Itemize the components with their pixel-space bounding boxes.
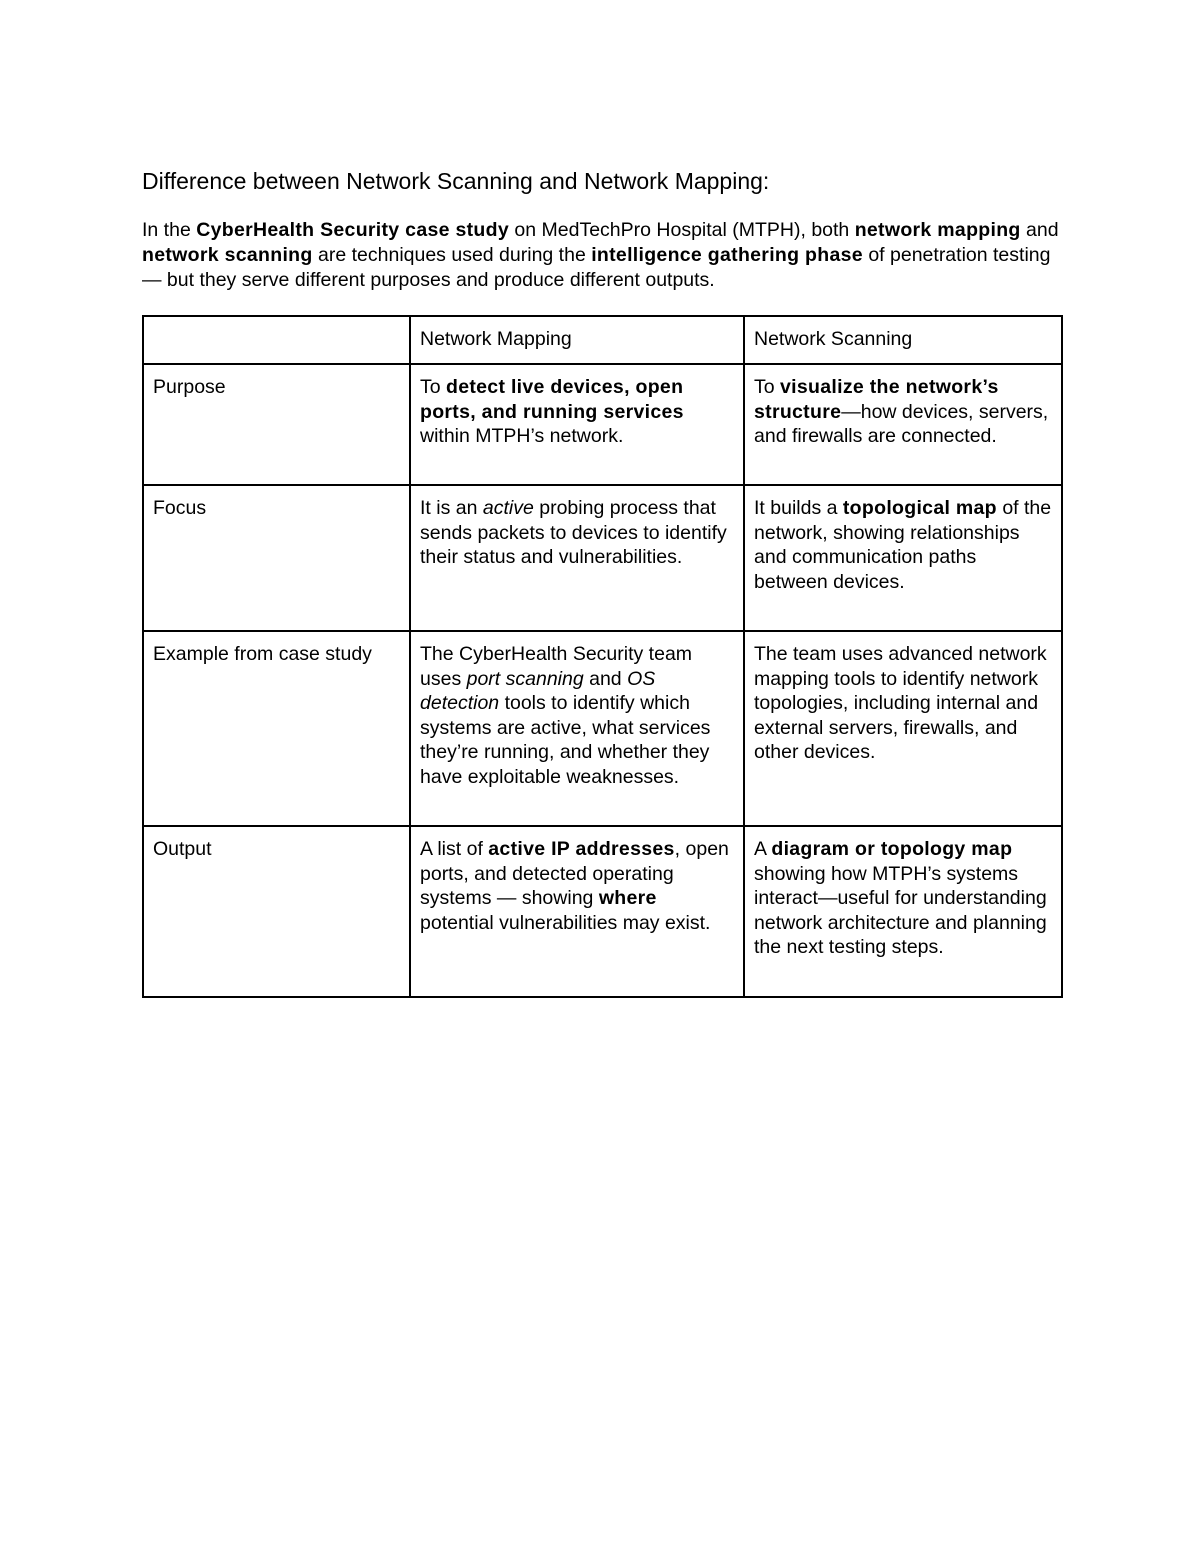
intro-text: of penetration testing — but they serve different purposes and produce different outputs. <box>142 244 1051 291</box>
cell-text: showing how MTPH’s systems interact—useful for understanding network architecture and planning the next testing steps. <box>754 862 1047 958</box>
cell-text: The team uses advanced network mapping tools to identify network topologies, including internal and external servers, firewalls, and other devices. <box>754 643 1047 763</box>
column-header-network-mapping: Network Mapping <box>410 316 744 364</box>
cell-text: A list of <box>420 838 489 860</box>
cell-text: , open ports, and detected operating systems — showing <box>420 838 729 909</box>
cell-text: —how devices, servers, and firewalls are connected. <box>754 400 1049 447</box>
table-row-output <box>143 826 1062 997</box>
example-mapping-cell <box>410 631 744 826</box>
cell-text: It builds a <box>754 497 843 519</box>
purpose-scanning-cell <box>744 364 1062 485</box>
table-corner-cell <box>143 316 410 364</box>
intro-text: and <box>1020 219 1059 241</box>
cell-text: tools to identify which systems are active, what services they’re running, and whether they have exploitable weaknesses. <box>420 692 711 788</box>
row-label-output: Output <box>143 826 410 997</box>
table-row-example <box>143 631 1062 826</box>
cell-bold-text: diagram or topology map <box>771 838 1013 860</box>
row-label-example: Example from case study <box>143 631 410 826</box>
cell-bold-text: topological map <box>842 497 997 519</box>
cell-bold-text: where <box>598 887 657 909</box>
column-header-network-scanning: Network Scanning <box>744 316 1062 364</box>
output-mapping-cell <box>410 826 744 997</box>
cell-text: It is an <box>420 497 483 519</box>
intro-bold-text: network scanning <box>142 244 313 266</box>
cell-italic-text: OS detection <box>420 667 656 714</box>
table-header-row <box>143 316 1062 364</box>
output-scanning-cell <box>744 826 1062 997</box>
cell-text: The CyberHealth Security team uses <box>420 643 693 690</box>
cell-text: potential vulnerabilities may exist. <box>420 911 711 934</box>
cell-italic-text: active <box>482 497 534 519</box>
cell-text: of the network, showing relationships and communication paths between devices. <box>754 497 1052 593</box>
focus-mapping-cell <box>410 485 744 631</box>
cell-bold-text: visualize the network’s structure <box>754 376 999 423</box>
cell-text: probing process that sends packets to devices to identify their status and vulnerabilities. <box>420 497 727 568</box>
cell-bold-text: active IP addresses <box>488 838 675 860</box>
intro-bold-text: CyberHealth Security case study <box>196 219 509 241</box>
intro-text: are techniques used during the <box>312 244 592 266</box>
intro-text: on MedTechPro Hospital (MTPH), both <box>508 219 855 241</box>
cell-text: and <box>583 667 628 690</box>
cell-text: To <box>420 376 447 398</box>
intro-text: In the <box>142 219 197 241</box>
intro-paragraph <box>142 218 1072 293</box>
cell-text: within MTPH’s network. <box>420 425 624 447</box>
row-label-focus: Focus <box>143 485 410 631</box>
cell-text: A <box>754 838 772 860</box>
row-label-purpose: Purpose <box>143 364 410 485</box>
table-row-purpose <box>143 364 1062 485</box>
cell-bold-text: detect live devices, open ports, and running services <box>420 376 684 423</box>
table-row-focus <box>143 485 1062 631</box>
cell-italic-text: port scanning <box>466 667 584 690</box>
intro-bold-text: intelligence gathering phase <box>591 244 863 266</box>
example-scanning-cell <box>744 631 1062 826</box>
document-heading: Difference between Network Scanning and Network Mapping: <box>142 168 770 194</box>
intro-bold-text: network mapping <box>854 219 1021 241</box>
cell-text: To <box>754 376 781 398</box>
comparison-table <box>142 315 1063 998</box>
focus-scanning-cell <box>744 485 1062 631</box>
purpose-mapping-cell <box>410 364 744 485</box>
